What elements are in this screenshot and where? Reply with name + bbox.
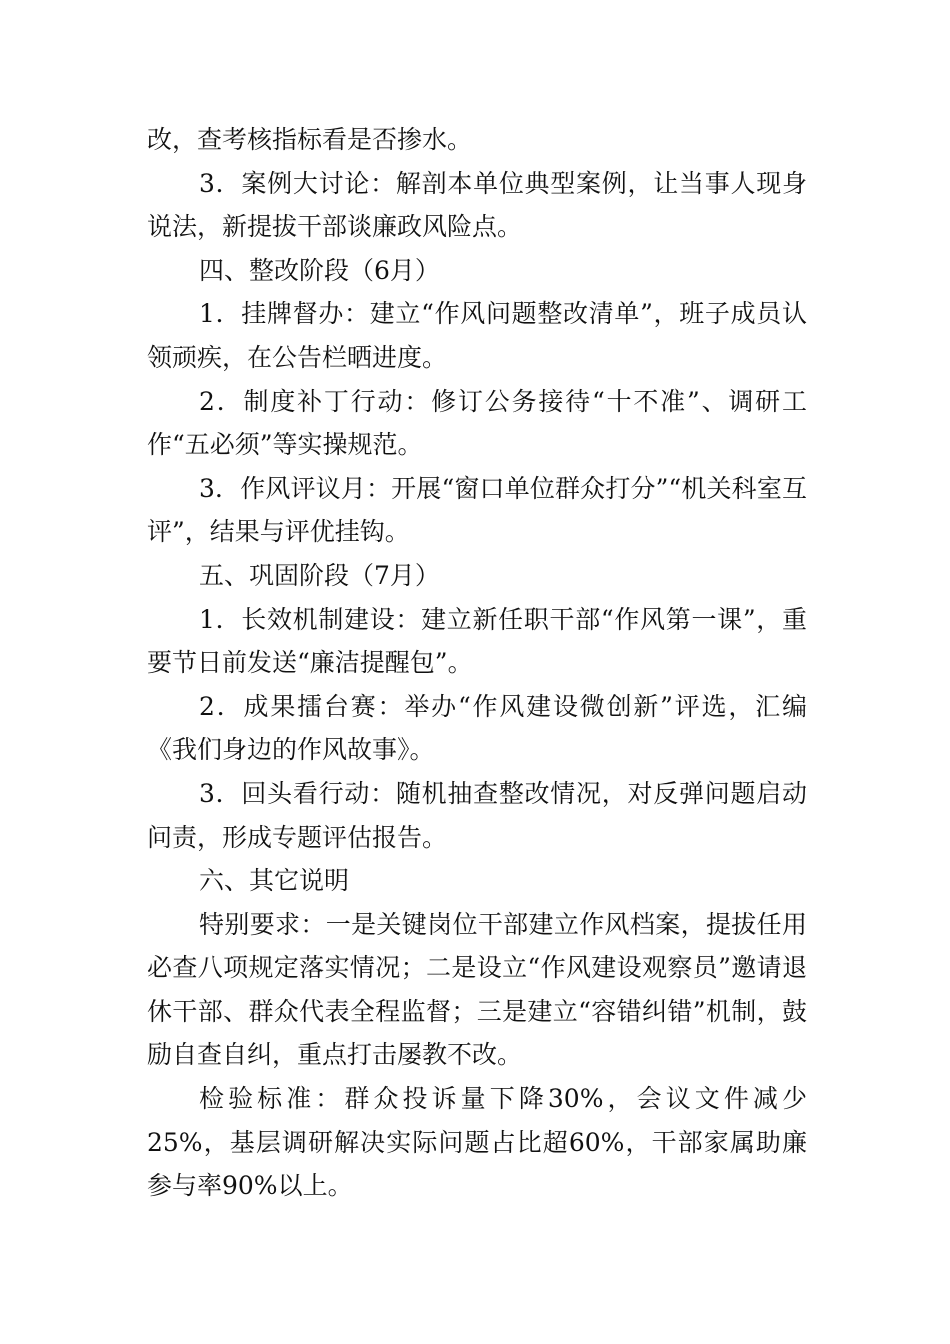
section-heading-consolidation: 五、巩固阶段（7月）: [199, 560, 440, 590]
paragraph-item-evaluation-month: 3．作风评议月：开展“窗口单位群众打分”“机关科室互评”，结果与评优挂钩。: [147, 473, 807, 547]
paragraph-special-requirements: 特别要求：一是关键岗位干部建立作风档案，提拔任用必查八项规定落实情况；二是设立“作风建设观察员”邀请退休干部、群众代表全程监督；三是建立“容错纠错”机制，鼓励自查自纠，重点打击屡教不改。: [147, 909, 807, 1070]
paragraph-item-case-discussion: 3．案例大讨论：解剖本单位典型案例，让当事人现身说法，新提拔干部谈廉政风险点。: [147, 168, 807, 242]
section-heading-other-notes: 六、其它说明: [199, 866, 350, 896]
paragraph-continuation: 改，查考核指标看是否掺水。: [147, 125, 473, 154]
paragraph-item-results-contest: 2．成果擂台赛：举办“作风建设微创新”评选，汇编《我们身边的作风故事》。: [147, 691, 807, 765]
paragraph-item-supervision: 1．挂牌督办：建立“作风问题整改清单”，班子成员认领顽疾，在公告栏晒进度。: [147, 299, 807, 372]
document-body: [147, 118, 807, 1208]
paragraph-item-review-action: 3．回头看行动：随机抽查整改情况，对反弹问题启动问责，形成专题评估报告。: [147, 778, 807, 852]
section-heading-rectification: 四、整改阶段（6月）: [199, 255, 440, 285]
paragraph-inspection-standards: 检验标准：群众投诉量下降30%，会议文件减少25%，基层调研解决实际问题占比超60%，干部家属助廉参与率90%以上。: [147, 1084, 807, 1201]
paragraph-item-system-patch: 2．制度补丁行动：修订公务接待“十不准”、调研工作“五必须”等实操规范。: [147, 386, 807, 460]
paragraph-item-long-term-mechanism: 1．长效机制建设：建立新任职干部“作风第一课”，重要节日前发送“廉洁提醒包”。: [147, 604, 807, 678]
